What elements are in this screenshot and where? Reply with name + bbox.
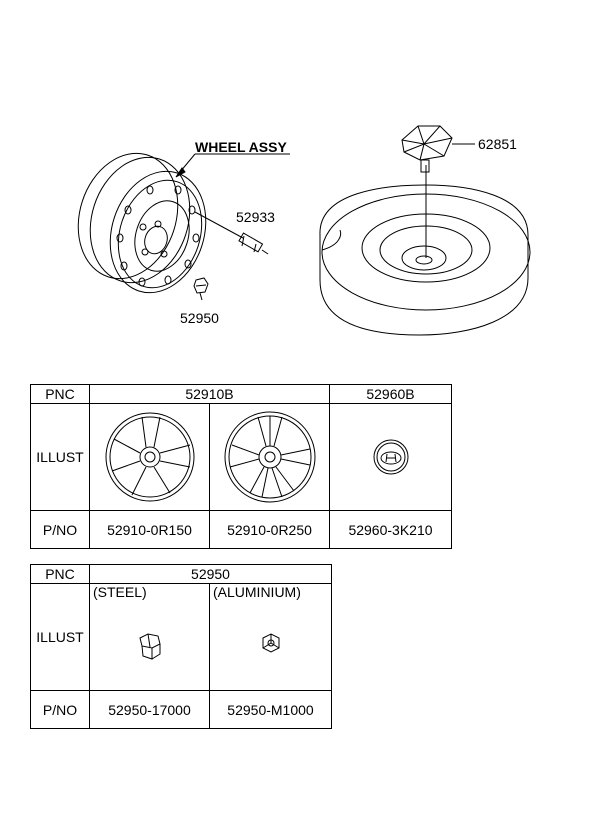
pnc-value-wheel: 52910B xyxy=(90,385,330,404)
tire-illustration xyxy=(320,165,530,335)
part-number: 52960-3K210 xyxy=(330,511,452,549)
illust-alloy-wheel-1 xyxy=(90,404,210,511)
center-cap-icon xyxy=(371,437,411,477)
pnc-label: PNC xyxy=(31,565,90,584)
illust-aluminium-nut xyxy=(210,584,332,691)
alloy-wheel-icon xyxy=(222,409,318,505)
aluminium-lug-nut-icon xyxy=(251,626,291,666)
wheel-assy-label: WHEEL ASSY xyxy=(195,139,287,155)
steel-lug-nut-icon xyxy=(130,626,170,666)
parts-table-nuts xyxy=(30,564,332,729)
callout-hub-cap: 62851 xyxy=(478,136,517,152)
variant-aluminium: (ALUMINIUM) xyxy=(213,584,301,600)
part-number: 52910-0R250 xyxy=(210,511,330,549)
pnc-label: PNC xyxy=(31,385,90,404)
wheel-assembly-drawing xyxy=(0,0,600,380)
pno-label: P/NO xyxy=(31,691,90,729)
pno-label: P/NO xyxy=(31,511,90,549)
pnc-value-cap: 52960B xyxy=(330,385,452,404)
part-number: 52910-0R150 xyxy=(90,511,210,549)
pnc-value-nut: 52950 xyxy=(90,565,332,584)
parts-table-wheels xyxy=(30,384,452,549)
illust-alloy-wheel-2 xyxy=(210,404,330,511)
lug-nut-illustration xyxy=(194,278,208,300)
part-number: 52950-17000 xyxy=(90,691,210,729)
callout-nut: 52950 xyxy=(180,310,219,326)
illust-label: ILLUST xyxy=(31,584,90,691)
illust-steel-nut xyxy=(90,584,210,691)
alloy-wheel-icon xyxy=(102,409,198,505)
steel-wheel-illustration xyxy=(63,140,221,305)
hub-cap-illustration xyxy=(402,126,475,172)
variant-steel: (STEEL) xyxy=(93,584,147,600)
callout-valve: 52933 xyxy=(236,209,275,225)
illust-center-cap xyxy=(330,404,452,511)
illust-label: ILLUST xyxy=(31,404,90,511)
part-number: 52950-M1000 xyxy=(210,691,332,729)
